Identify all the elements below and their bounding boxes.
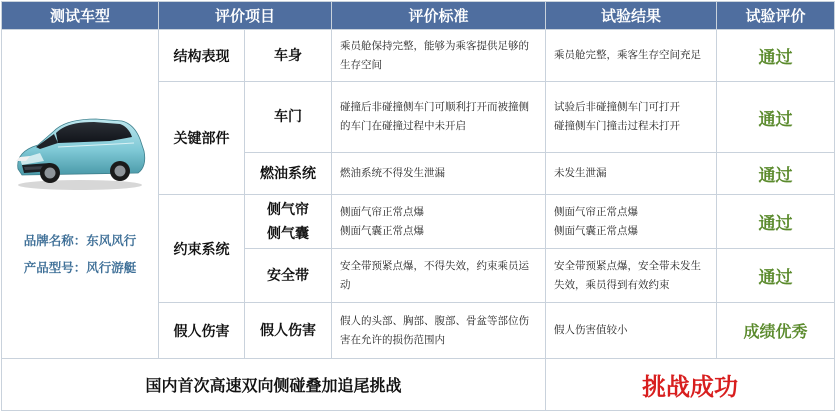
item-fuel-system [245,153,332,195]
result-cell [546,249,717,303]
category-restraint: 约束系统 [159,195,245,303]
criteria-line: 侧面气囊正常点爆 [340,224,425,237]
header-criteria: 评价标准 [332,2,546,30]
footer-row [2,359,835,411]
result-line: 侧面气囊正常点爆 [554,224,639,237]
result-line: 侧面气帘正常点爆 [554,205,639,218]
criteria-cell [332,30,546,82]
header-row [2,2,835,30]
car-image [10,107,150,193]
criteria-cell [332,249,546,303]
rating-cell: 通过 [717,249,835,303]
header-rating: 试验评价 [717,2,835,30]
criteria-cell [332,303,546,359]
table-row [2,30,835,82]
criteria-line: 燃油系统不得发生泄漏 [340,167,446,179]
criteria-line: 安全带预紧点爆，不得失效，约束乘员运 [340,259,530,272]
criteria-line: 动 [340,278,351,291]
rating-cell: 成绩优秀 [717,303,835,359]
item-label: 燃油系统 [260,165,316,182]
item-label: 侧气帘 [267,201,309,218]
result-line: 失效，乘员得到有效约束 [554,278,670,291]
rating-cell: 通过 [717,30,835,82]
header-vehicle: 测试车型 [2,2,159,30]
criteria-cell [332,195,546,249]
rating-cell: 通过 [717,153,835,195]
result-cell [546,82,717,153]
criteria-line: 生存空间 [340,58,383,71]
criteria-cell [332,82,546,153]
result-line: 碰撞侧车门撞击过程未打开 [554,120,681,132]
criteria-line: 乘员舱保持完整，能够为乘客提供足够的 [340,39,530,52]
category-dummy-injury: 假人伤害 [159,303,245,359]
model-name: 产品型号：风行游艇 [23,260,137,275]
criteria-line: 假人的头部、胸部、腹部、骨盆等部位伤 [340,314,530,327]
challenge-result: 挑战成功 [546,359,835,411]
item-label: 车门 [274,109,302,125]
criteria-line: 害在允许的损伤范围内 [340,333,446,346]
header-evaluation-item: 评价项目 [159,2,332,30]
rating-cell: 通过 [717,195,835,249]
result-line: 乘员舱完整，乘客生存空间充足 [554,49,702,61]
rating-cell: 通过 [717,82,835,153]
category-key-parts: 关键部件 [159,82,245,195]
result-cell [546,153,717,195]
result-line: 假人伤害值较小 [554,324,628,336]
item-label: 安全带 [267,267,309,284]
criteria-line: 侧面气帘正常点爆 [340,205,425,218]
item-label: 车身 [274,47,302,64]
item-dummy-injury [245,303,332,359]
vehicle-cell [2,30,159,359]
item-body [245,30,332,82]
result-line: 未发生泄漏 [554,167,607,179]
result-line: 试验后非碰撞侧车门可打开 [554,101,681,113]
evaluation-table [1,1,835,411]
result-line: 安全带预紧点爆，安全带未发生 [554,259,702,272]
item-seatbelt [245,249,332,303]
result-cell [546,303,717,359]
category-structure: 结构表现 [159,30,245,82]
result-cell [546,30,717,82]
item-label: 侧气囊 [267,225,309,242]
item-airbags [245,195,332,249]
brand-name: 品牌名称：东风风行 [23,233,137,248]
item-door [245,82,332,153]
criteria-line: 碰撞后非碰撞侧车门可顺利打开而被撞侧 [340,101,530,113]
criteria-line: 的车门在碰撞过程中未开启 [340,120,467,132]
result-cell [546,195,717,249]
item-label: 假人伤害 [260,322,316,339]
car-icon [10,107,150,193]
criteria-cell [332,153,546,195]
header-result: 试验结果 [546,2,717,30]
challenge-title: 国内首次高速双向侧碰叠加追尾挑战 [2,359,546,411]
